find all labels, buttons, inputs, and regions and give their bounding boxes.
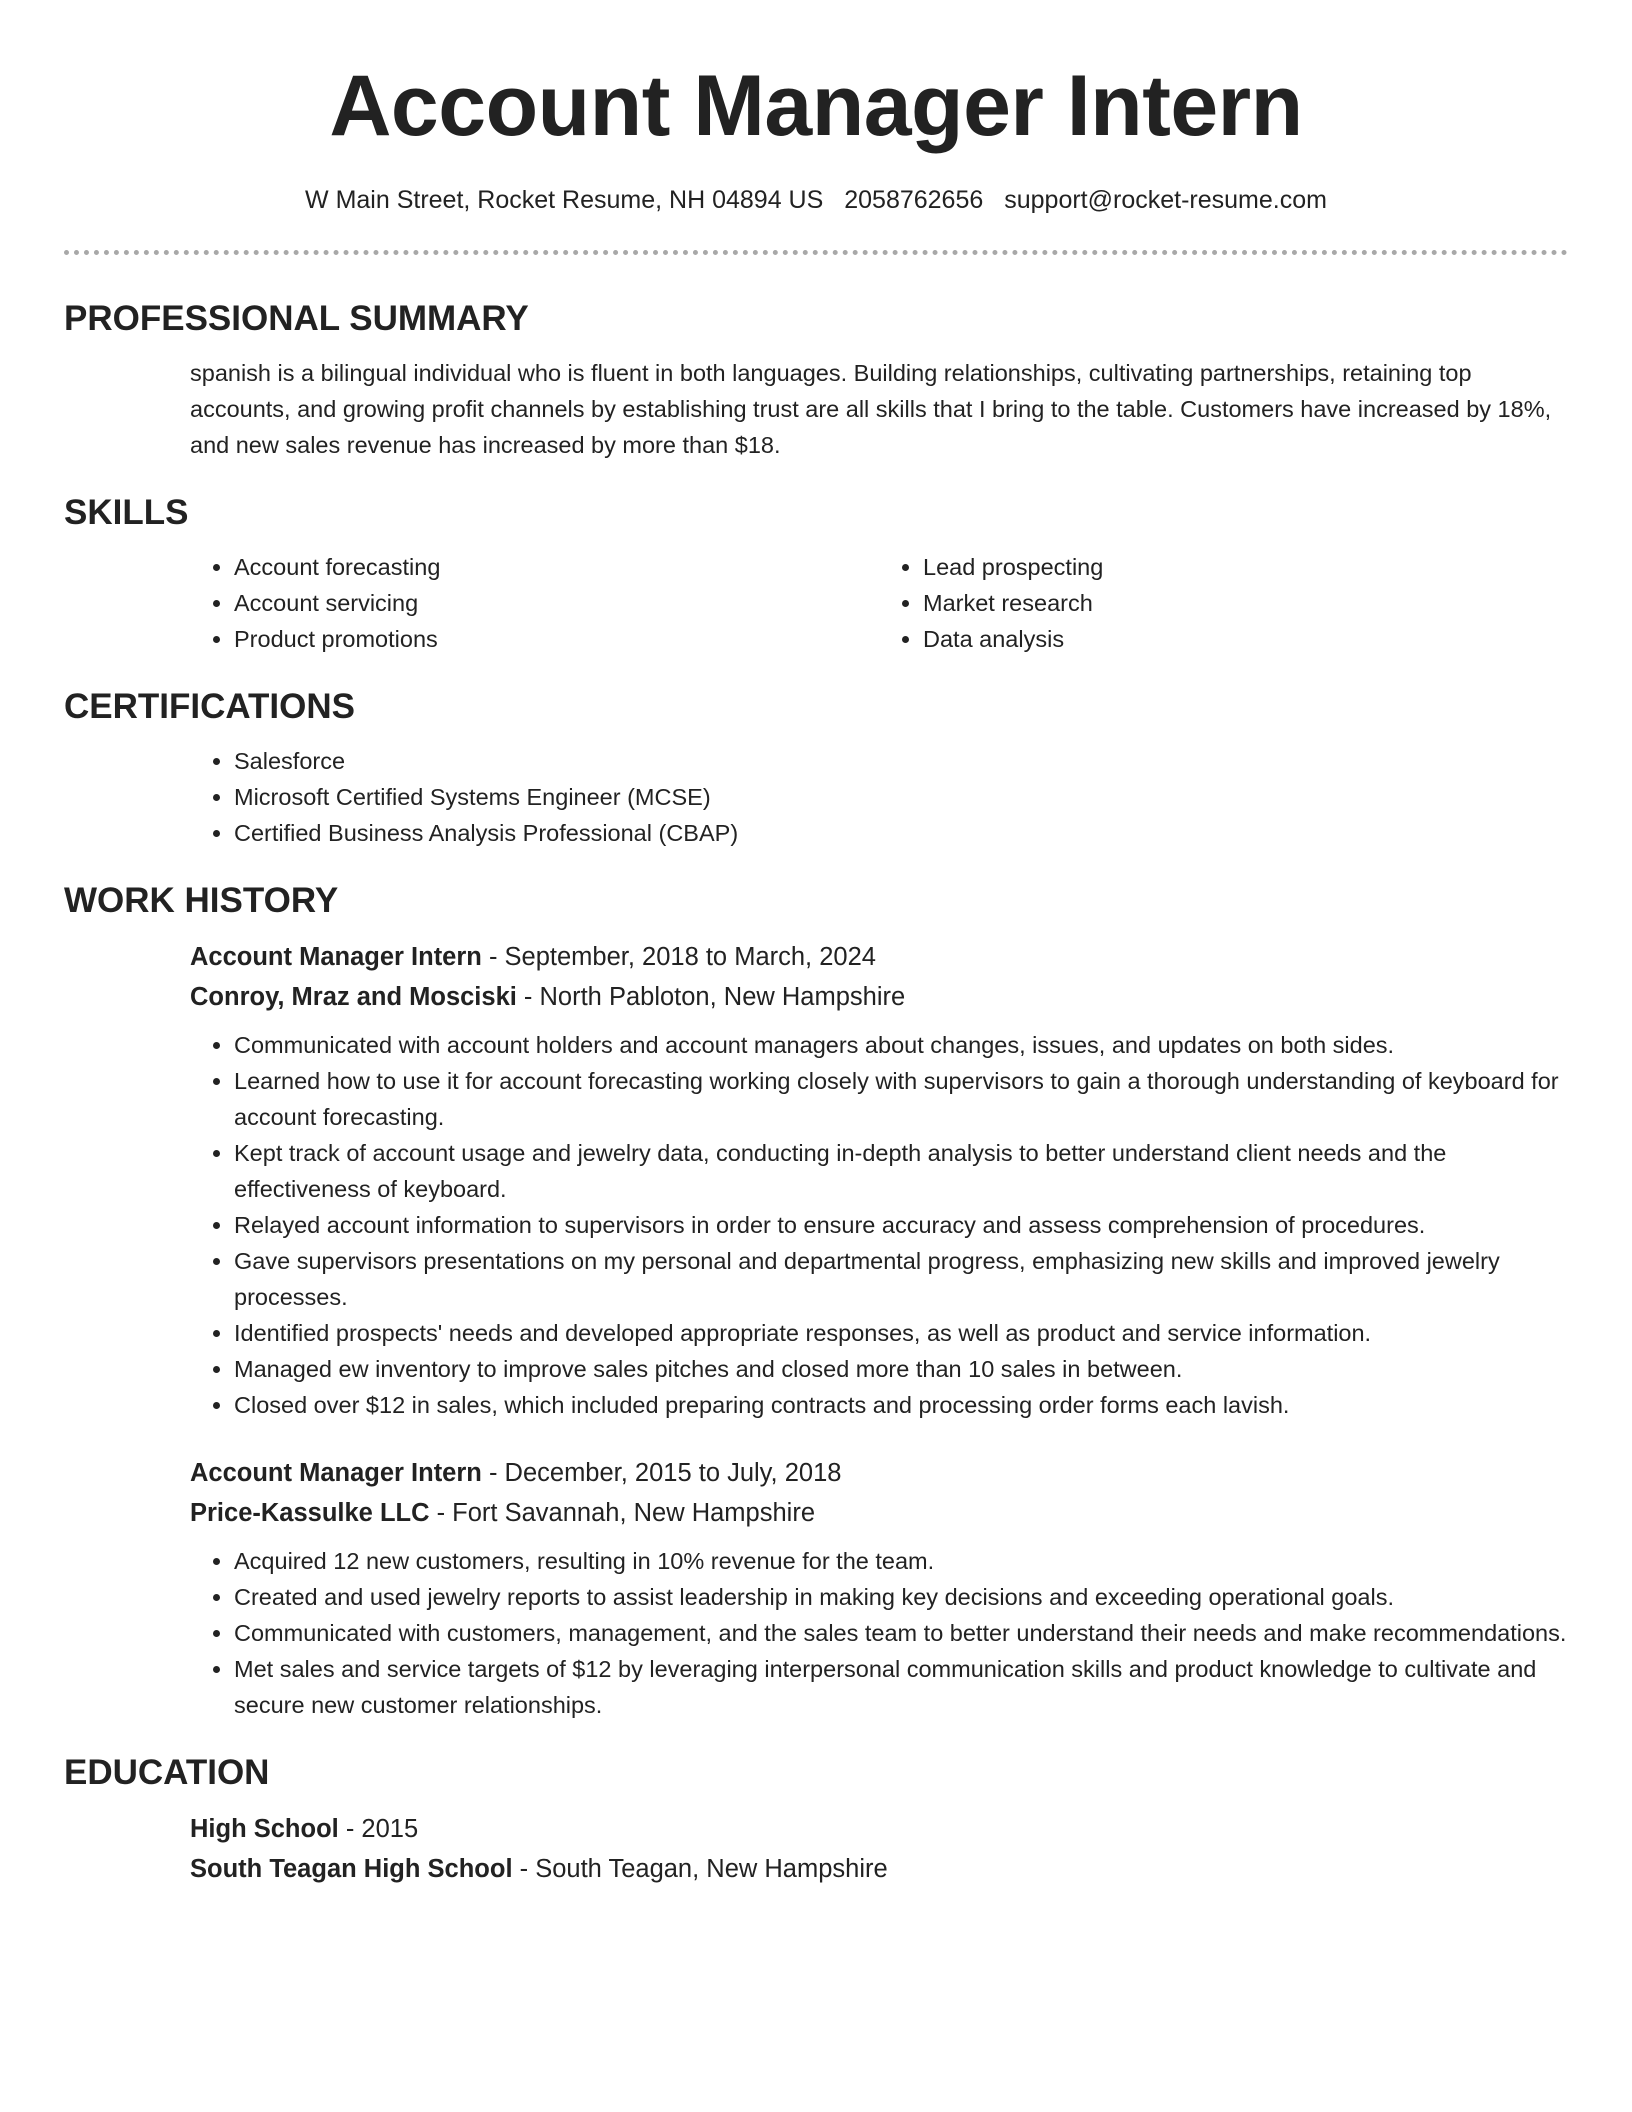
certification-item: • Microsoft Certified Systems Engineer (MCSE) <box>234 779 1568 815</box>
job-bullet: • Kept track of account usage and jewelry data, conducting in-depth analysis to better understand client needs and the effectiveness of keyboard. <box>234 1135 1568 1207</box>
job-bullet: • Created and used jewelry reports to assist leadership in making key decisions and exceeding operational goals. <box>234 1579 1568 1615</box>
job-bullets <box>190 1027 1568 1423</box>
education-year: - 2015 <box>338 1815 419 1843</box>
job-entry <box>190 1453 1568 1723</box>
contact-phone: 2058762656 <box>844 186 984 214</box>
job-entry <box>190 937 1568 1423</box>
education-entry <box>190 1809 1568 1889</box>
education-school-line <box>190 1849 1568 1889</box>
job-company: Conroy, Mraz and Mosciski <box>190 983 517 1011</box>
resume-title: Account Manager Intern <box>329 58 1303 154</box>
contact-line <box>64 184 1568 216</box>
job-location: - North Pabloton, New Hampshire <box>516 983 906 1011</box>
work-history-heading: WORK HISTORY <box>64 881 339 920</box>
education-degree: High School <box>190 1815 339 1843</box>
header-divider <box>64 250 1568 255</box>
job-bullet: • Met sales and service targets of $12 by leveraging interpersonal communication skills and product knowledge to cultivate and secure new customer relationships. <box>234 1651 1568 1723</box>
certifications-list <box>190 743 1568 851</box>
contact-address: W Main Street, Rocket Resume, NH 04894 US <box>305 186 824 214</box>
job-bullet: • Communicated with account holders and account managers about changes, issues, and updates on both sides. <box>234 1027 1568 1063</box>
job-company-line <box>190 1493 1568 1533</box>
skill-item: • Lead prospecting <box>923 549 1568 585</box>
certification-item: • Salesforce <box>234 743 1568 779</box>
job-company-line <box>190 977 1568 1017</box>
job-location: - Fort Savannah, New Hampshire <box>429 1499 816 1527</box>
skills-grid <box>190 549 1568 657</box>
certifications-heading: CERTIFICATIONS <box>64 687 356 726</box>
skill-item: • Account forecasting <box>234 549 879 585</box>
job-title: Account Manager Intern <box>190 943 482 971</box>
education-section <box>64 1751 1568 1889</box>
education-degree-line <box>190 1809 1568 1849</box>
job-company: Price-Kassulke LLC <box>190 1499 430 1527</box>
skill-item: • Data analysis <box>923 621 1568 657</box>
job-bullet: • Managed ew inventory to improve sales pitches and closed more than 10 sales in between. <box>234 1351 1568 1387</box>
skills-list-right <box>879 549 1568 657</box>
job-bullets <box>190 1543 1568 1723</box>
summary-text: spanish is a bilingual individual who is fluent in both languages. Building relationships, cultivating partnerships, retaining top accounts, and growing profit channels by establishing trust are all skills that I bring to the table. Customers have increased by 18%, and new sales revenue has increased by more than $18. <box>190 360 1552 458</box>
skill-item: • Product promotions <box>234 621 879 657</box>
education-school: South Teagan High School <box>190 1855 513 1883</box>
job-dates: - September, 2018 to March, 2024 <box>481 943 876 971</box>
job-bullet: • Closed over $12 in sales, which included preparing contracts and processing order forms each lavish. <box>234 1387 1568 1423</box>
job-bullet: • Communicated with customers, management, and the sales team to better understand their needs and make recommendations. <box>234 1615 1568 1651</box>
job-title: Account Manager Intern <box>190 1459 482 1487</box>
job-bullet: • Acquired 12 new customers, resulting in 10% revenue for the team. <box>234 1543 1568 1579</box>
education-heading: EDUCATION <box>64 1753 270 1792</box>
job-bullet: • Gave supervisors presentations on my personal and departmental progress, emphasizing new skills and improved jewelry processes. <box>234 1243 1568 1315</box>
job-title-line <box>190 1453 1568 1493</box>
certifications-section <box>64 685 1568 851</box>
skill-item: • Market research <box>923 585 1568 621</box>
skill-item: • Account servicing <box>234 585 879 621</box>
education-location: - South Teagan, New Hampshire <box>512 1855 888 1883</box>
work-history-section <box>64 879 1568 1723</box>
skills-list-left <box>190 549 879 657</box>
certification-item: • Certified Business Analysis Professional (CBAP) <box>234 815 1568 851</box>
contact-email: support@rocket-resume.com <box>1004 186 1327 214</box>
summary-heading: PROFESSIONAL SUMMARY <box>64 299 529 338</box>
skills-heading: SKILLS <box>64 493 189 532</box>
job-bullet: • Relayed account information to supervisors in order to ensure accuracy and assess comprehension of procedures. <box>234 1207 1568 1243</box>
job-bullet: • Learned how to use it for account forecasting working closely with supervisors to gain a thorough understanding of keyboard for account forecasting. <box>234 1063 1568 1135</box>
skills-section <box>64 491 1568 657</box>
job-bullet: • Identified prospects' needs and developed appropriate responses, as well as product and service information. <box>234 1315 1568 1351</box>
summary-section <box>64 297 1568 463</box>
job-dates: - December, 2015 to July, 2018 <box>481 1459 842 1487</box>
job-title-line <box>190 937 1568 977</box>
